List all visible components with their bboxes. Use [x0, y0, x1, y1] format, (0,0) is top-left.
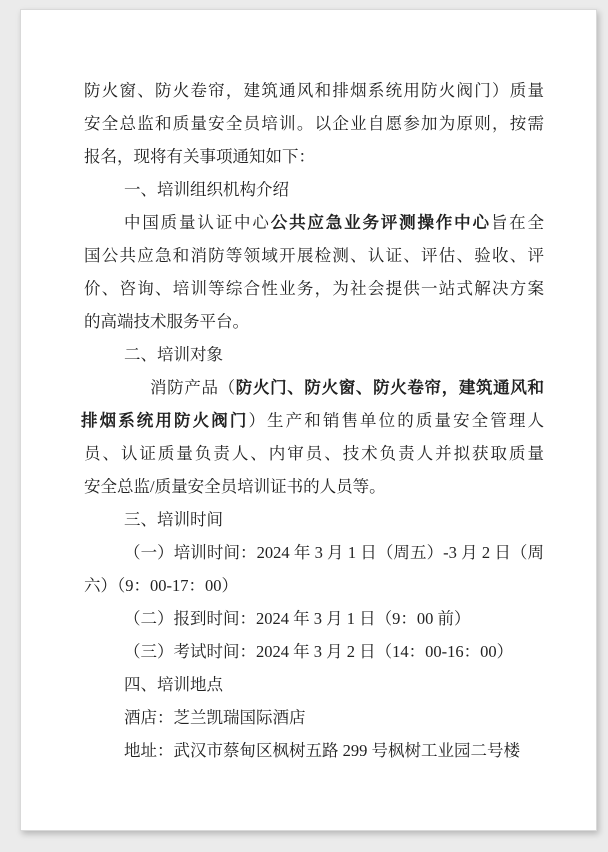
document-line [124, 536, 544, 569]
text-run: （三）考试时间：2024 年 3 月 2 日（14：00-16：00） [124, 642, 514, 661]
document-line [124, 206, 544, 239]
document-line [84, 140, 544, 173]
text-run: 消防产品（ [150, 378, 236, 397]
document-line [124, 338, 544, 371]
document-line [84, 272, 544, 305]
document-line [81, 404, 544, 437]
bold-text-run: 排烟系统用防火阀门 [81, 411, 249, 430]
text-run: 报名，现将有关事项通知如下： [84, 147, 315, 166]
text-run: 旨在全 [490, 213, 545, 232]
text-run: 价、咨询、培训等综合性业务，为社会提供一站式解决方案 [84, 279, 544, 298]
document-line [84, 239, 544, 272]
text-run: 酒店：芝兰凯瑞国际酒店 [124, 708, 306, 727]
text-run: 六）（9：00-17：00） [84, 576, 238, 595]
text-run: 的高端技术服务平台。 [84, 312, 249, 331]
document-content [81, 74, 545, 767]
document-line [84, 107, 544, 140]
text-run: 四、培训地点 [124, 675, 223, 694]
text-run: 安全总监和质量安全员培训。以企业自愿参加为原则，按需 [84, 114, 544, 133]
bold-text-run: 防火门、防火窗、防火卷帘，建筑通风和 [235, 378, 545, 397]
text-run: 员、认证质量负责人、内审员、技术负责人并拟获取质量 [84, 444, 544, 463]
text-run: 防火窗、防火卷帘，建筑通风和排烟系统用防火阀门）质量 [84, 81, 544, 100]
document-line [84, 74, 544, 107]
bold-text-run: 公共应急业务评测操作中心 [270, 213, 491, 232]
text-run: （二）报到时间：2024 年 3 月 1 日（9：00 前） [124, 609, 471, 628]
document-line [84, 470, 544, 503]
document-line [84, 437, 544, 470]
text-run: 安全总监/质量安全员培训证书的人员等。 [84, 477, 386, 496]
text-run: 地址：武汉市蔡甸区枫树五路 299 号枫树工业园二号楼 [124, 741, 520, 760]
text-run: （一）培训时间：2024 年 3 月 1 日（周五）-3 月 2 日（周 [124, 543, 544, 562]
text-run: 二、培训对象 [124, 345, 223, 364]
text-run: 三、培训时间 [124, 510, 223, 529]
document-line [124, 668, 544, 701]
document-line [124, 701, 544, 734]
document-line [84, 305, 544, 338]
document-line [124, 503, 544, 536]
text-run: 中国质量认证中心 [124, 213, 271, 232]
document-line [124, 602, 544, 635]
document-line [124, 635, 544, 668]
document-line [84, 569, 544, 602]
text-run: ）生产和销售单位的质量安全管理人 [248, 411, 545, 430]
document-line [124, 734, 544, 767]
document-page [20, 9, 597, 831]
text-run: 国公共应急和消防等领域开展检测、认证、评估、验收、评 [84, 246, 544, 265]
document-line [150, 371, 544, 404]
document-line [124, 173, 544, 206]
text-run: 一、培训组织机构介绍 [124, 180, 289, 199]
